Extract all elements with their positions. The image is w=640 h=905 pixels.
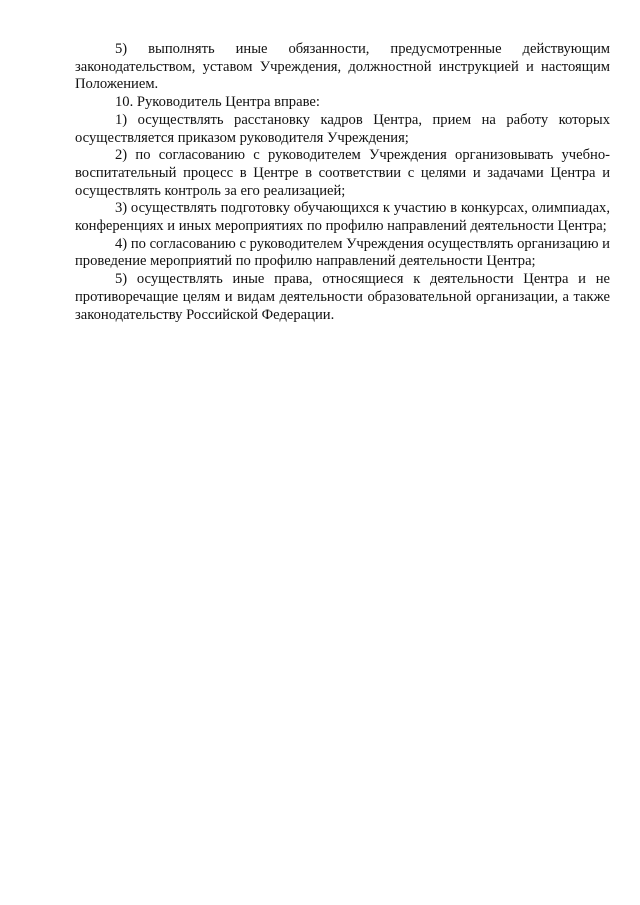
paragraph-right-5: 5) осуществлять иные права, относящиеся к деятельности Центра и не противоречащие целям и видам деятельности образовательной организации, а также законодательству Российской Федерации.	[75, 271, 610, 323]
paragraph-section-10-heading: 10. Руководитель Центра вправе:	[115, 94, 320, 111]
paragraph-right-1: 1) осуществлять расстановку кадров Центра, прием на работу которых осуществляется приказом руководителя Учреждения;	[75, 111, 610, 146]
paragraph-right-3: 3) осуществлять подготовку обучающихся к участию в конкурсах, олимпиадах, конференциях и иных мероприятиях по профилю направлений деятельности Центра;	[75, 200, 610, 235]
paragraph-right-2: 2) по согласованию с руководителем Учреждения организовывать учебно-воспитательный процесс в Центре в соответствии с целями и задачами Центра и осуществлять контроль за его реализацией;	[75, 147, 610, 199]
document-page	[75, 41, 610, 324]
paragraph-right-4: 4) по согласованию с руководителем Учреждения осуществлять организацию и проведение мероприятий по профилю направлений деятельности Центра;	[75, 235, 610, 270]
paragraph-duty-5: 5) выполнять иные обязанности, предусмотренные действующим законодательством, уставом Учреждения, должностной инструкцией и настоящим Положением.	[75, 41, 610, 93]
